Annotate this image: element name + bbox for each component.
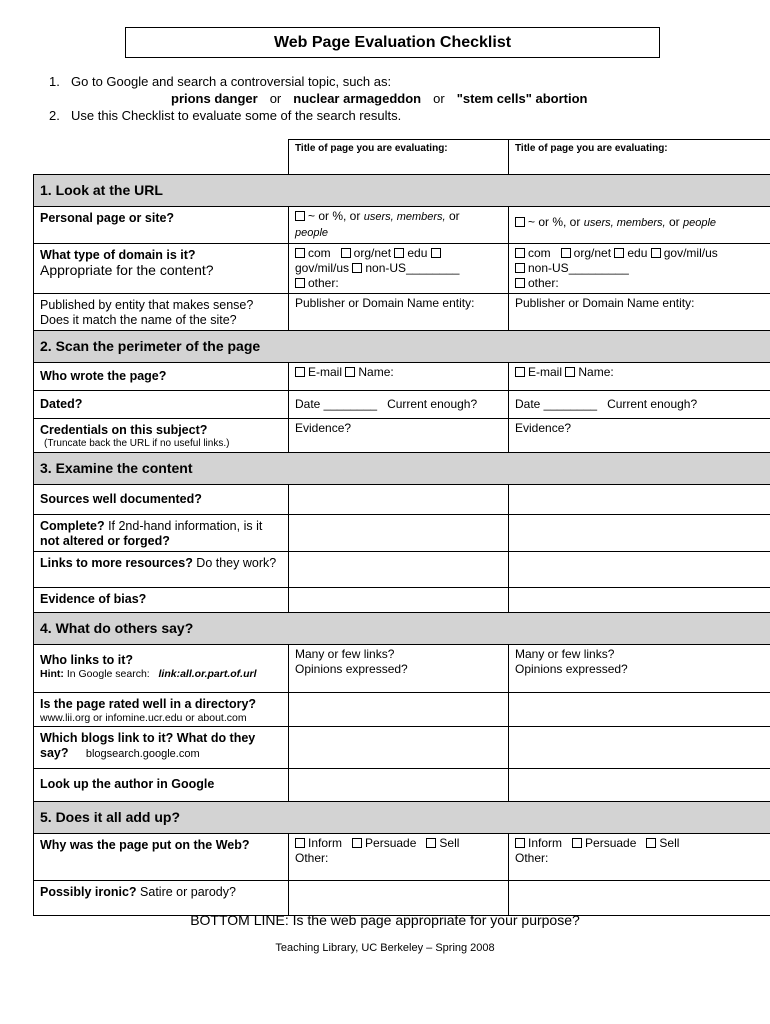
blank-cell [34, 140, 289, 175]
answer-cell[interactable]: E-mail Name: [289, 363, 509, 391]
checkbox[interactable] [515, 838, 525, 848]
checkbox[interactable] [426, 838, 436, 848]
or-text: or [269, 91, 282, 106]
section-heading: 1. Look at the URL [34, 175, 770, 207]
answer-cell[interactable] [289, 769, 509, 802]
option-text: or [448, 209, 460, 223]
topic-1: prions danger [171, 91, 258, 106]
row-label: Which blogs link to it? What do they say? blogsearch.google.com [34, 727, 289, 769]
checklist-table [33, 139, 770, 916]
checkbox[interactable] [295, 211, 305, 221]
checkbox[interactable] [295, 278, 305, 288]
option-text: or [668, 215, 680, 229]
step-number: 1. [49, 74, 60, 89]
answer-cell[interactable] [509, 881, 770, 916]
answer-cell[interactable]: Many or few links? Opinions expressed? [509, 645, 770, 693]
checkbox[interactable] [394, 248, 404, 258]
answer-cell[interactable] [289, 515, 509, 552]
checkbox[interactable] [515, 278, 525, 288]
or-text: or [433, 91, 445, 106]
answer-cell[interactable]: Date ________ Current enough? [289, 391, 509, 419]
checkbox[interactable] [345, 367, 355, 377]
checkbox[interactable] [515, 217, 525, 227]
header-row [34, 140, 770, 175]
instructions [49, 73, 588, 124]
answer-cell[interactable] [289, 207, 509, 244]
answer-cell[interactable]: E-mail Name: [509, 363, 770, 391]
row-label: Why was the page put on the Web? [34, 834, 289, 881]
option-text: ~ or %, or [308, 209, 361, 223]
checkbox[interactable] [572, 838, 582, 848]
table-row [34, 419, 770, 453]
option-text: ~ or %, or [528, 215, 581, 229]
answer-cell[interactable]: Publisher or Domain Name entity: [509, 294, 770, 331]
table-row [34, 769, 770, 802]
row-label: Links to more resources? Do they work? [34, 552, 289, 588]
topic-3: "stem cells" abortion [456, 91, 588, 106]
table-row [34, 834, 770, 881]
option-text: users, members, [583, 217, 666, 229]
row-label: Dated? [34, 391, 289, 419]
bottom-line: BOTTOM LINE: Is the web page appropriate for your purpose? [190, 912, 580, 928]
row-label: Look up the author in Google [34, 769, 289, 802]
row-label: Possibly ironic? Satire or parody? [34, 881, 289, 916]
answer-cell[interactable]: Inform Persuade Sell Other: [289, 834, 509, 881]
table-row [34, 552, 770, 588]
row-label: Who links to it? Hint: In Google search: link:all.or.part.of.url [34, 645, 289, 693]
row-label: Published by entity that makes sense? Does it match the name of the site? [34, 294, 289, 331]
table-row [34, 363, 770, 391]
row-label: What type of domain is it? Appropriate for the content? [34, 244, 289, 294]
answer-cell[interactable] [509, 485, 770, 515]
section-heading: 3. Examine the content [34, 453, 770, 485]
checkbox[interactable] [561, 248, 571, 258]
answer-cell[interactable]: Evidence? [509, 419, 770, 453]
answer-cell[interactable]: Many or few links? Opinions expressed? [289, 645, 509, 693]
answer-cell[interactable] [509, 515, 770, 552]
footer: Teaching Library, UC Berkeley – Spring 2008 [275, 942, 495, 954]
answer-cell[interactable]: com org/net edu gov/mil/us non-US________ other: [289, 244, 509, 294]
checkbox[interactable] [614, 248, 624, 258]
answer-cell[interactable]: Evidence? [289, 419, 509, 453]
checkbox[interactable] [295, 248, 305, 258]
row-label: Credentials on this subject? (Truncate back the URL if no useful links.) [34, 419, 289, 453]
section-heading: 2. Scan the perimeter of the page [34, 331, 770, 363]
checkbox[interactable] [295, 367, 305, 377]
option-text: users, members, [363, 211, 446, 223]
row-label: Evidence of bias? [34, 588, 289, 613]
checkbox[interactable] [431, 248, 441, 258]
table-row [34, 207, 770, 244]
section-heading: 4. What do others say? [34, 613, 770, 645]
page-title: Web Page Evaluation Checklist [125, 27, 660, 58]
option-text: people [682, 217, 717, 229]
table-row [34, 294, 770, 331]
table-row [34, 485, 770, 515]
checkbox[interactable] [295, 838, 305, 848]
answer-cell[interactable] [289, 727, 509, 769]
row-label: Personal page or site? [34, 207, 289, 244]
answer-cell[interactable] [509, 552, 770, 588]
answer-cell[interactable] [509, 693, 770, 727]
answer-cell[interactable]: com org/net edu gov/mil/us non-US_________ other: [509, 244, 770, 294]
answer-cell[interactable] [289, 485, 509, 515]
row-label: Who wrote the page? [34, 363, 289, 391]
table-row [34, 881, 770, 916]
answer-cell[interactable] [509, 727, 770, 769]
answer-cell[interactable] [289, 552, 509, 588]
checkbox[interactable] [352, 263, 362, 273]
answer-cell[interactable] [289, 881, 509, 916]
answer-cell[interactable]: Inform Persuade Sell Other: [509, 834, 770, 881]
checkbox[interactable] [515, 248, 525, 258]
row-label: Is the page rated well in a directory? www.lii.org or infomine.ucr.edu or about.com [34, 693, 289, 727]
table-row [34, 645, 770, 693]
step-number: 2. [49, 108, 60, 123]
table-row [34, 727, 770, 769]
table-row [34, 693, 770, 727]
table-row [34, 244, 770, 294]
checkbox[interactable] [515, 263, 525, 273]
table-row [34, 391, 770, 419]
checkbox[interactable] [651, 248, 661, 258]
answer-cell[interactable] [509, 588, 770, 613]
answer-cell[interactable]: Publisher or Domain Name entity: [289, 294, 509, 331]
checkbox[interactable] [565, 367, 575, 377]
answer-cell[interactable]: Date ________ Current enough? [509, 391, 770, 419]
checkbox[interactable] [515, 367, 525, 377]
table-row [34, 515, 770, 552]
answer-cell[interactable] [289, 693, 509, 727]
checkbox[interactable] [646, 838, 656, 848]
answer-cell[interactable] [509, 769, 770, 802]
option-text: people [295, 227, 329, 239]
topic-2: nuclear armageddon [293, 91, 422, 106]
section-heading: 5. Does it all add up? [34, 802, 770, 834]
answer-cell[interactable] [509, 207, 770, 244]
table-row [34, 588, 770, 613]
step-2-text: Use this Checklist to evaluate some of the search results. [71, 108, 402, 123]
checkbox[interactable] [341, 248, 351, 258]
page-title-field-1[interactable]: Title of page you are evaluating: [289, 140, 509, 175]
step-1-text: Go to Google and search a controversial topic, such as: [71, 74, 392, 89]
answer-cell[interactable] [289, 588, 509, 613]
page-title-field-2[interactable]: Title of page you are evaluating: [509, 140, 770, 175]
checkbox[interactable] [352, 838, 362, 848]
row-label: Complete? If 2nd-hand information, is it not altered or forged? [34, 515, 289, 552]
row-label: Sources well documented? [34, 485, 289, 515]
